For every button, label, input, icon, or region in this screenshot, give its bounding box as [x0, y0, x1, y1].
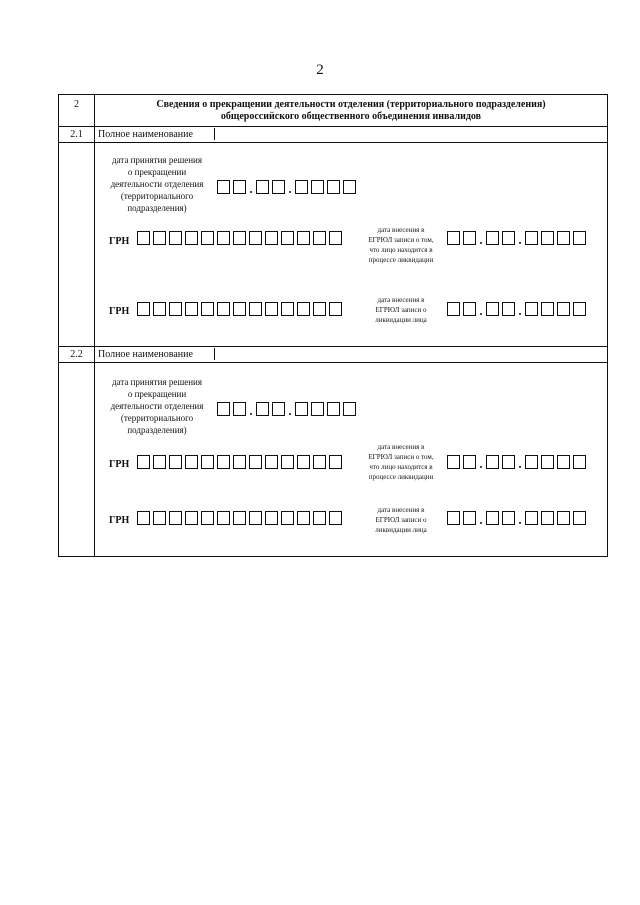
character-box[interactable] [281, 511, 294, 525]
character-box[interactable] [486, 302, 499, 316]
full-name-field-divider [214, 128, 215, 140]
character-box[interactable] [447, 511, 460, 525]
character-box[interactable] [297, 455, 310, 469]
character-box[interactable] [502, 231, 515, 245]
character-box[interactable] [486, 231, 499, 245]
character-box[interactable] [525, 455, 538, 469]
liquidation-date-boxes[interactable] [447, 511, 586, 525]
row-divider [59, 346, 607, 347]
character-box[interactable] [525, 511, 538, 525]
character-box[interactable] [185, 302, 198, 316]
character-box[interactable] [525, 231, 538, 245]
character-box[interactable] [153, 302, 166, 316]
character-box[interactable] [329, 455, 342, 469]
character-box[interactable] [201, 455, 214, 469]
character-box[interactable] [573, 231, 586, 245]
character-box[interactable] [272, 180, 285, 194]
character-box[interactable] [201, 511, 214, 525]
section-number: 2 [74, 99, 79, 110]
character-box[interactable] [185, 231, 198, 245]
character-box[interactable] [297, 231, 310, 245]
character-box[interactable] [169, 455, 182, 469]
character-box[interactable] [557, 455, 570, 469]
character-box[interactable] [217, 231, 230, 245]
section-heading [95, 99, 607, 123]
grn-label: ГРН [109, 236, 130, 247]
full-name-label: Полное наименование [98, 349, 193, 360]
character-box[interactable] [137, 231, 150, 245]
character-box[interactable] [311, 402, 324, 416]
character-box[interactable] [249, 302, 262, 316]
character-box[interactable] [541, 231, 554, 245]
character-box[interactable] [463, 455, 476, 469]
grn-label: ГРН [109, 306, 130, 317]
character-box[interactable] [185, 455, 198, 469]
character-box[interactable] [281, 231, 294, 245]
liquidation-process-date-label: дата внесения в ЕГРЮЛ записи о том, что лицо находится в процессе ликвидации [368, 443, 434, 481]
character-box[interactable] [557, 302, 570, 316]
character-box[interactable] [486, 455, 499, 469]
row-divider [59, 126, 607, 127]
character-box[interactable] [295, 180, 308, 194]
date-separator-dot [479, 511, 483, 525]
character-box[interactable] [447, 231, 460, 245]
row-divider [59, 362, 607, 363]
section-heading-line1: Сведения о прекращении деятельности отделения (территориального подразделения) [156, 99, 546, 110]
liquidation-date-label: дата внесения в ЕГРЮЛ записи о ликвидации лица [375, 296, 427, 324]
date-separator-dot [288, 180, 292, 194]
character-box[interactable] [217, 511, 230, 525]
character-box[interactable] [573, 455, 586, 469]
character-box[interactable] [297, 302, 310, 316]
grn-label: ГРН [109, 515, 130, 526]
liquidation-date-boxes[interactable] [447, 302, 586, 316]
date-separator-dot [518, 231, 522, 245]
date-separator-dot [518, 302, 522, 316]
character-box[interactable] [153, 511, 166, 525]
character-box[interactable] [256, 180, 269, 194]
character-box[interactable] [343, 180, 356, 194]
character-box[interactable] [249, 511, 262, 525]
character-box[interactable] [153, 455, 166, 469]
character-box[interactable] [297, 511, 310, 525]
character-box[interactable] [265, 455, 278, 469]
character-box[interactable] [169, 302, 182, 316]
liquidation-process-date-label: дата внесения в ЕГРЮЛ записи о том, что лицо находится в процессе ликвидации [368, 226, 434, 264]
liquidation-process-date-boxes[interactable] [447, 455, 586, 469]
decision-date-boxes[interactable] [217, 180, 356, 194]
character-box[interactable] [557, 511, 570, 525]
grn-label: ГРН [109, 459, 130, 470]
character-box[interactable] [525, 302, 538, 316]
character-box[interactable] [329, 302, 342, 316]
date-separator-dot [249, 402, 253, 416]
character-box[interactable] [313, 511, 326, 525]
character-box[interactable] [137, 455, 150, 469]
character-box[interactable] [541, 302, 554, 316]
row-divider [59, 142, 607, 143]
date-separator-dot [479, 231, 483, 245]
character-box[interactable] [557, 231, 570, 245]
character-box[interactable] [502, 302, 515, 316]
character-box[interactable] [265, 511, 278, 525]
character-box[interactable] [233, 402, 246, 416]
number-column-divider [94, 95, 95, 556]
decision-date-boxes[interactable] [217, 402, 356, 416]
character-box[interactable] [137, 511, 150, 525]
decision-date-label: дата принятия решения о прекращении деятельности отделения (территориального подразделения) [110, 377, 204, 435]
date-separator-dot [518, 511, 522, 525]
character-box[interactable] [249, 455, 262, 469]
character-box[interactable] [201, 302, 214, 316]
character-box[interactable] [343, 402, 356, 416]
character-box[interactable] [249, 231, 262, 245]
character-box[interactable] [329, 231, 342, 245]
character-box[interactable] [233, 302, 246, 316]
character-box[interactable] [233, 180, 246, 194]
character-box[interactable] [137, 302, 150, 316]
character-box[interactable] [541, 455, 554, 469]
grn-boxes[interactable] [137, 302, 342, 316]
character-box[interactable] [313, 455, 326, 469]
character-box[interactable] [265, 231, 278, 245]
character-box[interactable] [295, 402, 308, 416]
date-separator-dot [479, 302, 483, 316]
date-separator-dot [518, 455, 522, 469]
termination-info-form [58, 94, 608, 557]
character-box[interactable] [463, 511, 476, 525]
character-box[interactable] [313, 231, 326, 245]
page-number: 2 [316, 62, 324, 78]
character-box[interactable] [313, 302, 326, 316]
character-box[interactable] [153, 231, 166, 245]
character-box[interactable] [573, 302, 586, 316]
character-box[interactable] [327, 180, 340, 194]
character-box[interactable] [281, 455, 294, 469]
character-box[interactable] [447, 455, 460, 469]
character-box[interactable] [502, 455, 515, 469]
character-box[interactable] [185, 511, 198, 525]
character-box[interactable] [329, 511, 342, 525]
character-box[interactable] [233, 455, 246, 469]
character-box[interactable] [447, 302, 460, 316]
character-box[interactable] [502, 511, 515, 525]
character-box[interactable] [169, 231, 182, 245]
liquidation-process-date-boxes[interactable] [447, 231, 586, 245]
date-separator-dot [479, 455, 483, 469]
liquidation-date-label: дата внесения в ЕГРЮЛ записи о ликвидации лица [375, 506, 427, 534]
grn-boxes[interactable] [137, 455, 342, 469]
character-box[interactable] [573, 511, 586, 525]
full-name-label: Полное наименование [98, 129, 193, 140]
character-box[interactable] [233, 511, 246, 525]
character-box[interactable] [327, 402, 340, 416]
character-box[interactable] [233, 231, 246, 245]
character-box[interactable] [217, 455, 230, 469]
grn-boxes[interactable] [137, 231, 342, 245]
decision-date-label: дата принятия решения о прекращении деятельности отделения (территориального подразделения) [110, 155, 204, 213]
character-box[interactable] [201, 231, 214, 245]
grn-boxes[interactable] [137, 511, 342, 525]
character-box[interactable] [311, 180, 324, 194]
date-separator-dot [249, 180, 253, 194]
section-heading-line2: общероссийского общественного объединения инвалидов [220, 111, 482, 122]
date-separator-dot [288, 402, 292, 416]
character-box[interactable] [463, 231, 476, 245]
character-box[interactable] [256, 402, 269, 416]
character-box[interactable] [265, 302, 278, 316]
character-box[interactable] [169, 511, 182, 525]
character-box[interactable] [272, 402, 285, 416]
character-box[interactable] [217, 402, 230, 416]
full-name-field-divider [214, 348, 215, 360]
character-box[interactable] [486, 511, 499, 525]
subsection-number: 2.1 [70, 129, 83, 140]
character-box[interactable] [463, 302, 476, 316]
character-box[interactable] [541, 511, 554, 525]
subsection-number: 2.2 [70, 349, 83, 360]
character-box[interactable] [281, 302, 294, 316]
character-box[interactable] [217, 302, 230, 316]
character-box[interactable] [217, 180, 230, 194]
